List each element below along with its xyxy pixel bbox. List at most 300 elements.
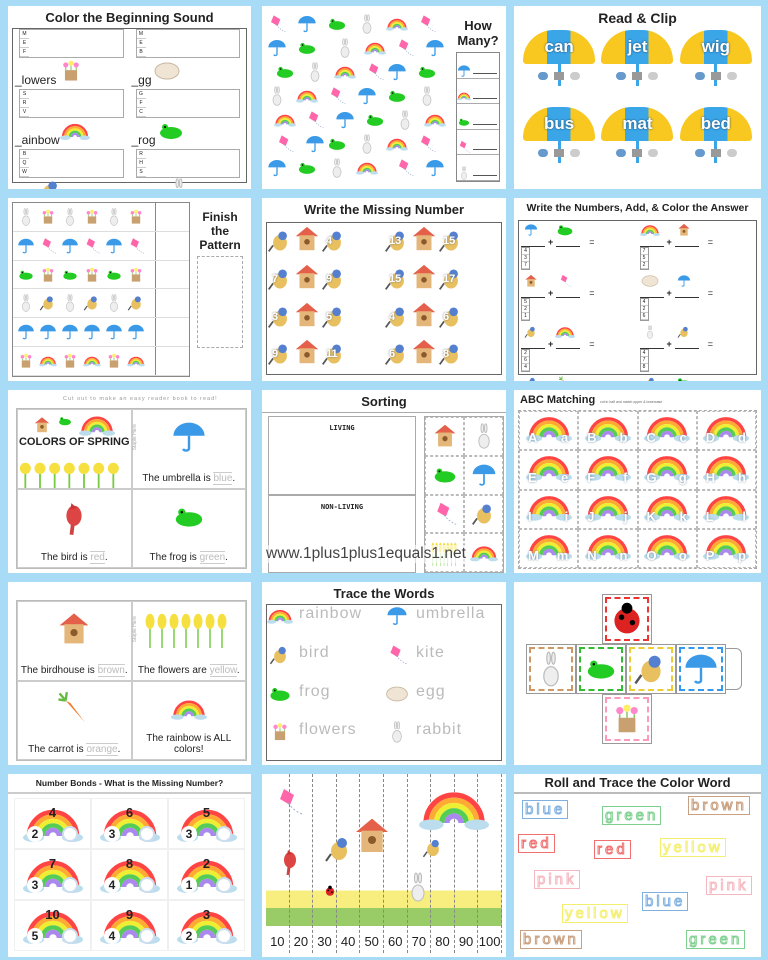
ladybug-icon [609,601,645,637]
letter-choices [136,89,241,118]
bond-total: 3 [202,907,211,922]
problem-body [521,376,636,381]
flower-basket-icon [39,266,57,284]
tally-row [457,130,499,156]
answer-choice[interactable]: 5 [522,299,529,306]
abc-card[interactable] [578,411,637,450]
bird-icon [384,340,410,368]
strip-number: 90 [458,934,474,949]
missing-part-circle[interactable] [62,877,78,893]
color-word-domino[interactable] [706,876,752,895]
panel-title: Roll and Trace the Color Word [514,774,761,794]
puzzle-strips [266,774,502,953]
lowercase-letter: d [738,430,746,446]
picture-choices [695,149,737,157]
answer-line[interactable] [473,98,497,99]
living-box [268,416,416,495]
picture-choices [616,149,658,157]
puzzle-strip[interactable] [384,774,408,953]
plus-sign: + [666,339,672,349]
frog-icon [326,134,348,154]
flower-basket-icon [105,352,123,370]
letter-choice[interactable]: C [137,108,146,117]
letter-choice[interactable]: B [137,48,146,57]
problem-body [521,223,636,247]
answer-choice[interactable]: 5 [641,255,648,262]
abc-card[interactable] [638,450,697,489]
letter-choice[interactable]: F [20,48,29,57]
uppercase-letter: P [705,548,715,563]
picture-cell [384,644,416,683]
color-word-domino[interactable] [602,806,661,825]
house-icon [293,336,321,368]
panel-title: Read & Clip [598,10,677,26]
reader-pages [16,408,247,569]
addend-line[interactable] [675,246,699,247]
bird-number [384,303,410,336]
missing-part-circle[interactable] [62,826,78,842]
addend-line[interactable] [521,246,545,247]
read-clip-grid [520,30,755,183]
egg-icon [640,274,660,288]
color-word-domino[interactable] [534,870,580,889]
lowercase-letter: o [678,548,687,563]
number-label: 3 [272,310,279,323]
missing-part-circle[interactable] [216,877,232,893]
addend-line[interactable] [640,348,664,349]
color-word-domino[interactable] [686,930,745,949]
addend-line[interactable] [556,348,580,349]
abc-card[interactable] [578,529,637,568]
color-word-domino[interactable] [518,834,555,853]
trace-cell[interactable] [416,683,501,722]
addition-problem [519,374,638,381]
plus-sign: + [548,339,554,349]
uppercase-letter: I [528,508,532,524]
rainbow-icon [296,86,318,106]
missing-part-circle[interactable] [139,877,155,893]
color-word: pink [706,876,752,895]
frog-icon [416,62,438,82]
letter-choice[interactable]: S [20,90,29,99]
picture-cell [267,721,299,760]
missing-part-circle[interactable] [139,928,155,944]
kite-icon [364,62,386,82]
panel-title: Trace the Words [333,586,435,601]
rabbit-icon [304,62,326,82]
addend-line[interactable] [521,297,545,298]
addend-line[interactable] [556,246,580,247]
uppercase-letter: L [705,508,714,524]
puzzle-strip[interactable] [360,774,384,953]
number-bond [168,798,245,849]
addend-line[interactable] [521,348,545,349]
reader-page [132,681,247,761]
sound-row [13,149,130,189]
trace-cell[interactable] [416,644,501,683]
answer-choice[interactable]: 6 [522,357,529,364]
missing-part-circle[interactable] [216,928,232,944]
rainbow-icon [267,605,293,627]
color-word-domino[interactable] [660,838,726,857]
answer-space[interactable] [155,203,189,231]
trace-word[interactable]: orange [86,744,118,755]
bird-icon [438,303,464,331]
flower-basket-icon [127,266,145,284]
uppercase-letter: F [587,469,596,485]
missing-part-circle[interactable] [62,928,78,944]
rainbow-icon [364,38,386,58]
living-label: LIVING [329,424,355,432]
bird-icon [83,294,101,312]
trace-word[interactable]: blue [213,472,233,484]
cube-face [602,594,652,644]
answer-choice[interactable]: 3 [522,255,529,262]
staple-label: Staple Here [131,424,138,451]
frog-icon [61,266,79,284]
problem-body [521,325,636,349]
letter-choice[interactable]: H [137,159,146,168]
trace-word[interactable]: green [199,552,226,563]
answer-space[interactable] [155,347,189,375]
letter-choice[interactable]: F [137,99,146,108]
bird-icon [324,834,354,864]
answer-choice[interactable]: 7 [641,248,648,255]
rainbow-icon [424,110,446,130]
color-word-domino[interactable] [562,904,628,923]
trace-word: bird [299,643,330,661]
frog-icon [267,683,293,705]
panel-abc-matching [514,390,761,573]
missing-part-circle[interactable] [139,826,155,842]
picture-choices [616,72,658,80]
equals-sign: = [589,288,595,298]
addition-problem [519,323,638,374]
lowercase-letter: a [561,430,569,446]
addend-line[interactable] [640,246,664,247]
abc-card[interactable] [697,490,756,529]
color-word: blue [642,892,688,911]
bird-number [384,227,410,260]
addend-line[interactable] [556,297,580,298]
bird-icon [521,325,541,339]
cardinal-icon [280,844,300,878]
frog-icon [583,651,619,687]
answer-choices [521,298,530,321]
letter-choice[interactable]: R [20,99,29,108]
answer-choice[interactable]: 2 [641,306,648,313]
trace-word: kite [416,643,445,661]
abc-card[interactable] [638,529,697,568]
non-living-label: NON-LIVING [320,503,364,511]
trace-cell[interactable] [299,721,384,760]
addend-line[interactable] [675,348,699,349]
letter-choice[interactable]: B [20,150,29,159]
panel-title: Number Bonds - What is the Missing Number? [8,774,251,794]
abc-card[interactable] [697,529,756,568]
uppercase-letter: N [587,548,597,563]
kite-icon [416,14,438,34]
rabbit-icon [17,208,35,226]
color-word-domino[interactable] [594,840,631,859]
trace-word[interactable]: red [90,552,105,563]
abc-card[interactable] [697,450,756,489]
bird-number [321,227,347,260]
color-word: brown [520,930,582,949]
bond-part: 3 [181,826,197,842]
sentence: The carrot is orange. [28,744,121,755]
staple-label: Staple Here [131,616,138,643]
abc-card[interactable] [638,411,697,450]
panel-title: Write the Missing Number [303,202,465,217]
picture-cell [267,605,299,644]
lowercase-letter: k [679,508,687,524]
trace-word[interactable]: yellow [209,664,237,676]
how-many-tally [456,52,500,182]
bird-icon [640,376,660,381]
rainbow-icon [470,540,498,566]
reader-note: Cut out to make an easy reader book to read! [63,396,218,402]
word-blank: _rog [131,133,156,147]
kite-icon [83,237,101,255]
pattern-row [13,347,189,376]
sorting-card[interactable] [464,417,503,456]
trace-word: frog [299,682,331,700]
panel-add-color [514,198,761,381]
word-blank: _ainbow [15,133,60,147]
bird-number [267,303,293,336]
abc-card[interactable] [697,411,756,450]
answer-choice[interactable]: 4 [641,299,648,306]
answer-choice[interactable]: 1 [522,313,529,320]
bond-total: 6 [125,805,134,820]
trace-cell[interactable] [299,605,384,644]
bond-total: 10 [45,907,60,922]
frog-icon [431,462,459,488]
sorting-card[interactable] [464,456,503,495]
abc-card[interactable] [578,490,637,529]
tally-row [457,155,499,181]
number-label: 5 [326,310,333,323]
bird-icon [267,644,293,666]
umbrella-icon [384,605,410,627]
answer-choice[interactable]: 4 [522,248,529,255]
sentence-text: The umbrella is [142,472,211,484]
bond-part: 3 [104,826,120,842]
lowercase-letter: j [623,508,628,524]
reader-page [132,409,247,489]
frog-icon [457,115,471,129]
addend-line[interactable] [640,297,664,298]
bird-icon [521,376,541,381]
letter-choice[interactable]: R [137,150,146,159]
answer-line[interactable] [473,124,497,125]
clip-word: jet [627,37,648,56]
bird-icon [674,325,694,339]
letter-choice[interactable]: E [137,39,146,48]
sorting-card[interactable] [425,417,464,456]
house-icon [56,610,92,648]
letter-choice[interactable]: M [137,30,146,39]
plus-sign: + [548,288,554,298]
sorting-card[interactable] [425,456,464,495]
bond-part: 2 [27,826,43,842]
number-label: 9 [326,272,333,285]
sorting-card[interactable] [464,495,503,534]
cube-net [514,582,761,765]
number-label: 7 [272,272,279,285]
lowercase-letter: h [738,469,746,485]
flower-basket-icon [56,58,86,84]
rabbit-icon [457,166,471,180]
trace-cell[interactable] [416,605,501,644]
abc-card[interactable] [519,450,578,489]
bird-icon [321,227,347,255]
color-word-domino[interactable] [688,796,750,815]
umbrella-icon [470,462,498,488]
answer-choice[interactable]: 2 [522,306,529,313]
rabbit-icon [356,134,378,154]
umbrella-icon [17,237,35,255]
addend-line[interactable] [675,297,699,298]
umbrella-icon [457,64,471,78]
plus-sign: + [666,237,672,247]
letter-choice[interactable]: E [20,39,29,48]
answer-space[interactable] [155,232,189,260]
problem-body [521,274,636,298]
pattern-row [13,232,189,261]
answer-space[interactable] [155,261,189,289]
trace-cell[interactable] [299,644,384,683]
number-bond [91,798,168,849]
umbrella-icon [424,38,446,58]
clip-word: bed [700,113,731,133]
letter-choice[interactable]: V [20,108,29,117]
bird-icon [321,265,347,293]
letter-choices [19,29,124,58]
clip-card [520,30,598,107]
sentence: The bird is red. [40,552,108,563]
lowercase-letter: c [679,430,687,446]
answer-choice[interactable]: 6 [641,313,648,320]
color-word: yellow [562,904,628,923]
number-label: 6 [443,310,450,323]
kite-icon [274,784,304,820]
color-word-domino[interactable] [642,892,688,911]
rainbow-icon [356,158,378,178]
word-blank: _lowers [15,73,57,87]
bird-number [267,340,293,373]
answer-line[interactable] [473,73,497,74]
answer-space[interactable] [155,289,189,317]
bond-part: 3 [27,877,43,893]
letter-choice[interactable]: G [137,90,146,99]
number-bond [168,849,245,900]
umbrella-card [523,30,595,64]
answer-line[interactable] [473,149,497,150]
trace-cell[interactable] [299,683,384,722]
lowercase-letter: p [738,548,746,563]
number-label: 15 [389,272,402,285]
letter-choice[interactable]: W [20,168,29,177]
answer-space[interactable] [155,318,189,346]
rabbit-icon [416,86,438,106]
bird-number [321,303,347,336]
answer-choice[interactable]: 2 [522,350,529,357]
answer-line[interactable] [473,175,497,176]
plus-sign: + [666,288,672,298]
equals-sign: = [707,339,714,349]
kite-icon [384,644,410,666]
umbrella-icon [683,651,719,687]
abc-card[interactable] [519,529,578,568]
letter-choice[interactable]: S [137,168,146,177]
missing-part-circle[interactable] [216,826,232,842]
cover-title: COLORS OF SPRING [18,436,130,448]
abc-card[interactable] [638,490,697,529]
rabbit-icon [356,14,378,34]
answer-choice[interactable]: 8 [641,364,648,371]
strip-number: 40 [340,934,356,949]
color-word-domino[interactable] [522,800,568,819]
rainbow-icon [171,690,207,728]
answer-choice[interactable]: 4 [641,350,648,357]
answer-choice[interactable]: 7 [641,357,648,364]
sorting-card[interactable] [425,495,464,534]
letter-choice[interactable]: Q [20,159,29,168]
sentence [133,733,246,755]
umbrella-icon [171,418,207,456]
umbrella-icon [304,134,326,154]
answer-choice[interactable]: 2 [641,262,648,269]
bird-icon [267,340,293,368]
cube-tab [726,648,742,690]
rainbow-icon [386,14,408,34]
bird-number [438,303,464,336]
uppercase-letter: C [646,430,656,446]
clip-card [677,30,755,107]
rabbit-icon [17,294,35,312]
sorting-card[interactable] [464,533,503,572]
letter-choice[interactable]: M [20,30,29,39]
color-word-domino[interactable] [520,930,582,949]
uppercase-letter: M [528,548,539,563]
flower-basket-icon [83,208,101,226]
frog-icon [674,376,694,381]
picture-choices [538,72,580,80]
umbrella-icon [127,323,145,341]
letter-choices [136,29,241,58]
abc-card[interactable] [578,450,637,489]
trace-cell[interactable] [416,721,501,760]
trace-word[interactable]: brown [97,664,125,676]
bond-part: 2 [181,928,197,944]
rabbit-icon [533,651,569,687]
missing-number-cell [384,261,501,299]
answer-choice[interactable]: 7 [522,262,529,269]
abc-card[interactable] [519,411,578,450]
missing-number-cell [267,336,384,374]
clip-word: bus [544,113,575,133]
panel-easy-reader-2 [8,582,251,765]
abc-card[interactable] [519,490,578,529]
uppercase-letter: K [646,508,656,524]
answer-choice[interactable]: 4 [522,364,529,371]
egg-icon [152,58,182,84]
rainbow-icon [555,325,575,339]
rabbit-icon [406,872,430,902]
house-icon [431,423,459,449]
